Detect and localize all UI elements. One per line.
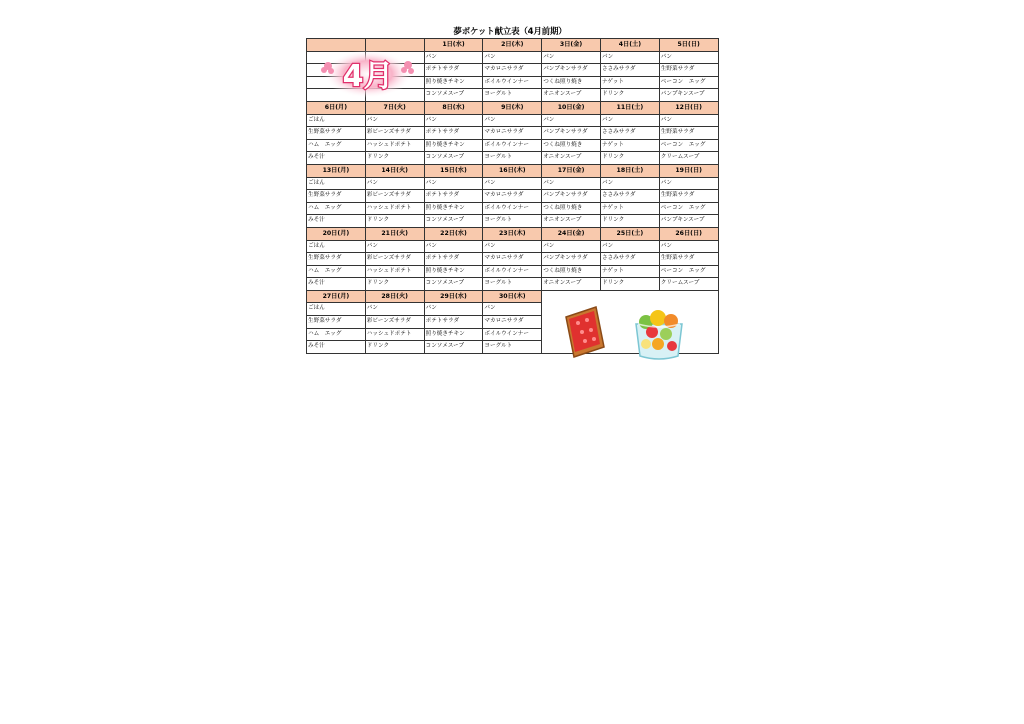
menu-item-cell: 生野菜サラダ (659, 190, 718, 203)
month-badge-icon (316, 48, 416, 100)
menu-item-cell: ハム エッグ (307, 328, 366, 341)
menu-item-cell: ヨーグルト (483, 152, 542, 165)
month-label: 4月 (342, 59, 394, 94)
menu-item-cell: パン (365, 177, 424, 190)
menu-item-cell: パン (424, 240, 483, 253)
menu-item-cell: パン (424, 177, 483, 190)
menu-item-cell: クリームスープ (659, 152, 718, 165)
date-cell: 30日(木) (483, 290, 542, 303)
menu-item-cell: パン (483, 114, 542, 127)
menu-item-cell: パン (483, 240, 542, 253)
menu-row (307, 152, 719, 165)
menu-item-cell: ささみサラダ (600, 127, 659, 140)
date-cell: 29日(水) (424, 290, 483, 303)
menu-item-cell: ナゲット (600, 202, 659, 215)
menu-row (307, 202, 719, 215)
menu-item-cell: ささみサラダ (600, 253, 659, 266)
menu-item-cell: マカロニサラダ (483, 190, 542, 203)
menu-item-cell: パン (600, 114, 659, 127)
menu-item-cell: ボイルウインナー (483, 202, 542, 215)
date-cell: 11日(土) (600, 101, 659, 114)
date-cell: 23日(木) (483, 227, 542, 240)
date-header-row (307, 227, 719, 240)
menu-row (307, 177, 719, 190)
date-cell: 10日(金) (542, 101, 601, 114)
menu-item-cell: クリームスープ (659, 278, 718, 291)
menu-row (307, 127, 719, 140)
menu-item-cell: ハッシュドポテト (365, 139, 424, 152)
menu-item-cell: ハッシュドポテト (365, 202, 424, 215)
date-cell: 28日(火) (365, 290, 424, 303)
menu-item-cell: ベーコン エッグ (659, 265, 718, 278)
date-cell: 9日(木) (483, 101, 542, 114)
menu-item-cell: パン (659, 177, 718, 190)
menu-item-cell: パン (365, 114, 424, 127)
menu-row (307, 278, 719, 291)
menu-item-cell: オニオンスープ (542, 278, 601, 291)
menu-item-cell: パン (483, 177, 542, 190)
menu-item-cell: 照り焼きチキン (424, 328, 483, 341)
menu-item-cell: ポテトサラダ (424, 253, 483, 266)
menu-row (307, 190, 719, 203)
menu-item-cell: ベーコン エッグ (659, 76, 718, 89)
menu-item-cell: パン (483, 51, 542, 64)
menu-item-cell: ナゲット (600, 76, 659, 89)
menu-row (307, 253, 719, 266)
menu-item-cell: コンソメスープ (424, 152, 483, 165)
menu-item-cell: マカロニサラダ (483, 316, 542, 329)
menu-item-cell: 照り焼きチキン (424, 265, 483, 278)
menu-item-cell: パン (659, 240, 718, 253)
menu-item-cell: ドリンク (600, 278, 659, 291)
date-cell: 4日(土) (600, 39, 659, 52)
menu-item-cell: ボイルウインナー (483, 328, 542, 341)
menu-row (307, 215, 719, 228)
menu-item-cell: 生野菜サラダ (659, 127, 718, 140)
menu-item-cell: オニオンスープ (542, 152, 601, 165)
menu-item-cell: パン (424, 303, 483, 316)
date-cell: 22日(水) (424, 227, 483, 240)
menu-item-cell: パンプキンサラダ (542, 253, 601, 266)
menu-item-cell: オニオンスープ (542, 215, 601, 228)
menu-item-cell: ボイルウインナー (483, 139, 542, 152)
menu-item-cell: パン (542, 240, 601, 253)
menu-item-cell: ポテトサラダ (424, 316, 483, 329)
menu-item-cell: パン (600, 240, 659, 253)
date-cell: 12日(日) (659, 101, 718, 114)
date-cell: 7日(火) (365, 101, 424, 114)
menu-item-cell: みそ汁 (307, 341, 366, 354)
date-header-row (307, 101, 719, 114)
menu-item-cell: 生野菜サラダ (307, 253, 366, 266)
date-cell: 27日(月) (307, 290, 366, 303)
menu-item-cell: ナゲット (600, 265, 659, 278)
date-cell: 1日(水) (424, 39, 483, 52)
date-cell: 16日(木) (483, 164, 542, 177)
menu-item-cell: みそ汁 (307, 152, 366, 165)
menu-item-cell: ボイルウインナー (483, 265, 542, 278)
menu-item-cell: パン (365, 240, 424, 253)
menu-item-cell: ポテトサラダ (424, 127, 483, 140)
menu-item-cell: 彩ビーンズサラダ (365, 190, 424, 203)
menu-title: 夢ポケット献立表（4月前期） (453, 27, 567, 37)
menu-item-cell: パン (542, 51, 601, 64)
menu-item-cell: ドリンク (365, 215, 424, 228)
menu-item-cell: パン (600, 177, 659, 190)
menu-item-cell: ささみサラダ (600, 190, 659, 203)
menu-item-cell: パン (483, 303, 542, 316)
date-cell: 19日(日) (659, 164, 718, 177)
date-cell: 15日(水) (424, 164, 483, 177)
menu-item-cell: 彩ビーンズサラダ (365, 316, 424, 329)
menu-row (307, 139, 719, 152)
menu-item-cell: パンプキンサラダ (542, 64, 601, 77)
menu-item-cell: パン (424, 114, 483, 127)
menu-item-cell: ベーコン エッグ (659, 139, 718, 152)
menu-item-cell: ポテトサラダ (424, 64, 483, 77)
menu-item-cell: ハッシュドポテト (365, 265, 424, 278)
strawberry-jam-toast-icon (558, 303, 608, 361)
menu-item-cell: つくね照り焼き (542, 265, 601, 278)
date-cell: 3日(金) (542, 39, 601, 52)
menu-item-cell: ドリンク (365, 278, 424, 291)
menu-item-cell: ドリンク (600, 89, 659, 102)
menu-item-cell: コンソメスープ (424, 215, 483, 228)
menu-item-cell: マカロニサラダ (483, 64, 542, 77)
menu-item-cell: ごはん (307, 303, 366, 316)
date-cell: 18日(土) (600, 164, 659, 177)
menu-item-cell: 生野菜サラダ (307, 127, 366, 140)
menu-row (307, 114, 719, 127)
menu-item-cell: ごはん (307, 177, 366, 190)
date-cell (542, 290, 601, 303)
menu-item-cell: パンプキンサラダ (542, 190, 601, 203)
menu-item-cell: ごはん (307, 240, 366, 253)
date-cell: 13日(月) (307, 164, 366, 177)
date-cell: 20日(月) (307, 227, 366, 240)
menu-item-cell: 照り焼きチキン (424, 202, 483, 215)
menu-item-cell: 彩ビーンズサラダ (365, 127, 424, 140)
menu-item-cell: ヨーグルト (483, 89, 542, 102)
menu-item-cell: オニオンスープ (542, 89, 601, 102)
menu-item-cell: ドリンク (600, 215, 659, 228)
menu-item-cell: 生野菜サラダ (659, 253, 718, 266)
date-cell: 6日(月) (307, 101, 366, 114)
menu-item-cell: ハム エッグ (307, 139, 366, 152)
date-cell: 25日(土) (600, 227, 659, 240)
menu-item-cell: マカロニサラダ (483, 127, 542, 140)
menu-item-cell: ボイルウインナー (483, 76, 542, 89)
menu-item-cell: ベーコン エッグ (659, 202, 718, 215)
menu-item-cell: 照り焼きチキン (424, 76, 483, 89)
date-cell: 21日(火) (365, 227, 424, 240)
menu-item-cell: 照り焼きチキン (424, 139, 483, 152)
menu-item-cell: ドリンク (600, 152, 659, 165)
menu-row (307, 265, 719, 278)
menu-item-cell: マカロニサラダ (483, 253, 542, 266)
date-header-row (307, 164, 719, 177)
menu-item-cell: ドリンク (365, 341, 424, 354)
fruit-salad-cup-icon (628, 300, 690, 362)
menu-item-cell: コンソメスープ (424, 278, 483, 291)
date-cell: 17日(金) (542, 164, 601, 177)
menu-item-cell: ヨーグルト (483, 215, 542, 228)
menu-item-cell: パン (659, 114, 718, 127)
menu-item-cell: パンプキンスープ (659, 215, 718, 228)
menu-item-cell: コンソメスープ (424, 89, 483, 102)
menu-item-cell: 生野菜サラダ (307, 190, 366, 203)
date-cell: 2日(木) (483, 39, 542, 52)
menu-item-cell: ポテトサラダ (424, 190, 483, 203)
menu-item-cell: 生野菜サラダ (307, 316, 366, 329)
menu-item-cell: ヨーグルト (483, 341, 542, 354)
menu-item-cell: つくね照り焼き (542, 76, 601, 89)
menu-item-cell: パン (424, 51, 483, 64)
menu-item-cell: みそ汁 (307, 278, 366, 291)
date-cell: 14日(火) (365, 164, 424, 177)
menu-item-cell: パン (542, 177, 601, 190)
date-cell: 24日(金) (542, 227, 601, 240)
menu-item-cell: ハム エッグ (307, 202, 366, 215)
menu-item-cell: パンプキンスープ (659, 89, 718, 102)
menu-item-cell: パンプキンサラダ (542, 127, 601, 140)
date-cell: 5日(日) (659, 39, 718, 52)
menu-item-cell: つくね照り焼き (542, 202, 601, 215)
menu-item-cell: ナゲット (600, 139, 659, 152)
menu-item-cell: ごはん (307, 114, 366, 127)
date-cell: 26日(日) (659, 227, 718, 240)
menu-item-cell: パン (600, 51, 659, 64)
menu-item-cell: 彩ビーンズサラダ (365, 253, 424, 266)
menu-item-cell: ささみサラダ (600, 64, 659, 77)
date-cell: 8日(水) (424, 101, 483, 114)
menu-item-cell: ハッシュドポテト (365, 328, 424, 341)
menu-item-cell: 生野菜サラダ (659, 64, 718, 77)
menu-item-cell: コンソメスープ (424, 341, 483, 354)
menu-item-cell: パン (542, 114, 601, 127)
menu-item-cell: みそ汁 (307, 215, 366, 228)
menu-item-cell: ハム エッグ (307, 265, 366, 278)
menu-item-cell: パン (365, 303, 424, 316)
menu-item-cell: パン (659, 51, 718, 64)
menu-row (307, 240, 719, 253)
menu-item-cell: ドリンク (365, 152, 424, 165)
menu-item-cell: ヨーグルト (483, 278, 542, 291)
menu-item-cell: つくね照り焼き (542, 139, 601, 152)
